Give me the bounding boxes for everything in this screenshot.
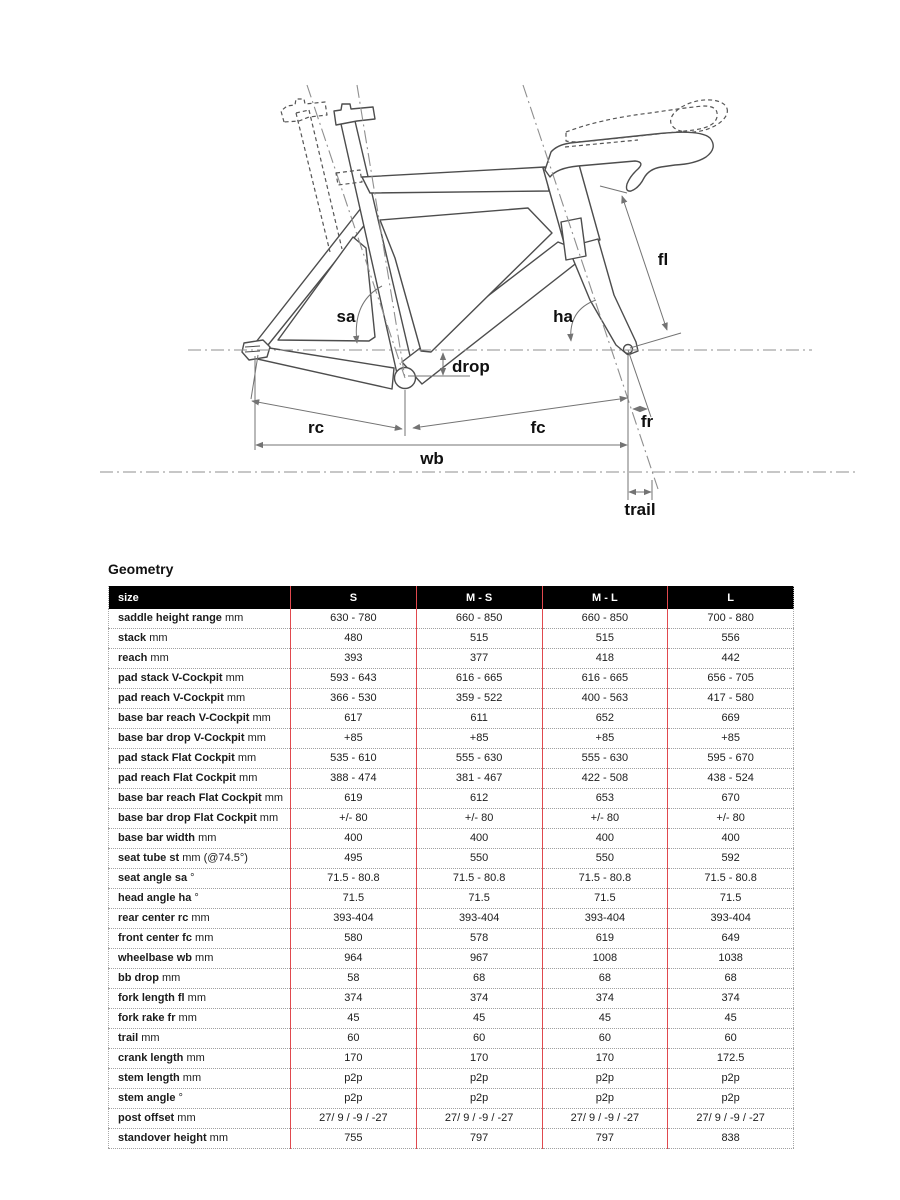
cell-value: 550 <box>542 849 668 869</box>
table-row <box>109 769 794 789</box>
cell-value: 838 <box>668 1129 794 1149</box>
col-header-L: L <box>668 586 794 609</box>
table-row <box>109 689 794 709</box>
ext-fl-top <box>600 186 627 193</box>
table-row <box>109 929 794 949</box>
table-row <box>109 829 794 849</box>
label-fr: fr <box>640 412 654 431</box>
cell-value: 170 <box>542 1049 668 1069</box>
row-label: pad reach Flat Cockpit mm <box>109 769 291 789</box>
cell-value: 967 <box>416 949 542 969</box>
cell-value: 550 <box>416 849 542 869</box>
table-row <box>109 969 794 989</box>
cell-value: 964 <box>291 949 417 969</box>
table-title: Geometry <box>108 561 174 577</box>
cell-value: 45 <box>416 1009 542 1029</box>
cell-value: 388 - 474 <box>291 769 417 789</box>
row-label: pad reach V-Cockpit mm <box>109 689 291 709</box>
cell-value: 170 <box>291 1049 417 1069</box>
row-label: trail mm <box>109 1029 291 1049</box>
cell-value: +85 <box>668 729 794 749</box>
table-row <box>109 1029 794 1049</box>
cell-value: 393-404 <box>668 909 794 929</box>
chainstay <box>253 346 394 389</box>
table-row <box>109 789 794 809</box>
cell-value: 495 <box>291 849 417 869</box>
cell-value: 27/ 9 / -9 / -27 <box>291 1109 417 1129</box>
cell-value: +/- 80 <box>416 809 542 829</box>
row-label: seat tube st mm (@74.5°) <box>109 849 291 869</box>
cell-value: 700 - 880 <box>668 609 794 629</box>
cell-value: 71.5 <box>668 889 794 909</box>
cell-value: 616 - 665 <box>542 669 668 689</box>
table-row <box>109 949 794 969</box>
cell-value: 653 <box>542 789 668 809</box>
cell-value: 393-404 <box>416 909 542 929</box>
cell-value: 755 <box>291 1129 417 1149</box>
cell-value: 595 - 670 <box>668 749 794 769</box>
row-label: saddle height range mm <box>109 609 291 629</box>
cell-value: p2p <box>416 1089 542 1109</box>
front-dropout <box>624 345 633 354</box>
cell-value: 60 <box>542 1029 668 1049</box>
row-label: fork rake fr mm <box>109 1009 291 1029</box>
label-sa: sa <box>336 307 356 326</box>
cell-value: 515 <box>416 629 542 649</box>
cell-value: 71.5 - 80.8 <box>416 869 542 889</box>
alt-seatpost-clamp <box>281 99 327 122</box>
col-header-size: size <box>109 586 291 609</box>
cell-value: 578 <box>416 929 542 949</box>
col-header-MS: M - S <box>416 586 542 609</box>
table-row <box>109 609 794 629</box>
cell-value: 660 - 850 <box>542 609 668 629</box>
cell-value: 669 <box>668 709 794 729</box>
cell-value: 374 <box>668 989 794 1009</box>
col-header-S: S <box>291 586 417 609</box>
cell-value: +85 <box>542 729 668 749</box>
cell-value: 68 <box>542 969 668 989</box>
cell-value: 612 <box>416 789 542 809</box>
cell-value: 172.5 <box>668 1049 794 1069</box>
cell-value: 616 - 665 <box>416 669 542 689</box>
cell-value: p2p <box>542 1069 668 1089</box>
row-label: seat angle sa ° <box>109 869 291 889</box>
cell-value: 1008 <box>542 949 668 969</box>
table-header-row <box>109 586 794 609</box>
cell-value: 45 <box>291 1009 417 1029</box>
cell-value: 617 <box>291 709 417 729</box>
cell-value: 400 - 563 <box>542 689 668 709</box>
cell-value: 366 - 530 <box>291 689 417 709</box>
seatpost-clamp <box>334 104 375 125</box>
cell-value: 400 <box>291 829 417 849</box>
label-ha: ha <box>553 307 573 326</box>
cell-value: 480 <box>291 629 417 649</box>
cell-value: p2p <box>416 1069 542 1089</box>
cell-value: 27/ 9 / -9 / -27 <box>416 1109 542 1129</box>
row-label: standover height mm <box>109 1129 291 1149</box>
cell-value: 1038 <box>668 949 794 969</box>
cell-value: 60 <box>668 1029 794 1049</box>
cell-value: 27/ 9 / -9 / -27 <box>542 1109 668 1129</box>
bike-geometry-diagram <box>0 0 900 548</box>
row-label: base bar drop V-Cockpit mm <box>109 729 291 749</box>
dim-rc <box>252 401 402 429</box>
cell-value: 656 - 705 <box>668 669 794 689</box>
row-label: post offset mm <box>109 1109 291 1129</box>
cell-value: 797 <box>416 1129 542 1149</box>
row-label: pad stack V-Cockpit mm <box>109 669 291 689</box>
cell-value: 555 - 630 <box>542 749 668 769</box>
cell-value: 71.5 - 80.8 <box>668 869 794 889</box>
top-tube <box>362 167 549 193</box>
cell-value: +/- 80 <box>542 809 668 829</box>
table-row <box>109 709 794 729</box>
geometry-table <box>108 586 794 1149</box>
cell-value: 393 <box>291 649 417 669</box>
row-label: stack mm <box>109 629 291 649</box>
table-row <box>109 1049 794 1069</box>
cell-value: 660 - 850 <box>416 609 542 629</box>
table-body <box>109 609 794 1149</box>
cell-value: p2p <box>542 1089 668 1109</box>
cell-value: 611 <box>416 709 542 729</box>
cell-value: p2p <box>291 1069 417 1089</box>
cell-value: 593 - 643 <box>291 669 417 689</box>
cell-value: 422 - 508 <box>542 769 668 789</box>
cell-value: 374 <box>291 989 417 1009</box>
table-row <box>109 989 794 1009</box>
table-row <box>109 809 794 829</box>
cell-value: 418 <box>542 649 668 669</box>
cell-value: 68 <box>668 969 794 989</box>
row-label: base bar drop Flat Cockpit mm <box>109 809 291 829</box>
cell-value: 515 <box>542 629 668 649</box>
cell-value: 359 - 522 <box>416 689 542 709</box>
table-row <box>109 649 794 669</box>
cell-value: +85 <box>416 729 542 749</box>
table-row <box>109 849 794 869</box>
alt-seatpost <box>296 110 342 252</box>
cell-value: 71.5 <box>416 889 542 909</box>
cell-value: +/- 80 <box>668 809 794 829</box>
cell-value: 580 <box>291 929 417 949</box>
cell-value: 619 <box>542 929 668 949</box>
cell-value: 374 <box>542 989 668 1009</box>
cell-value: 393-404 <box>291 909 417 929</box>
cell-value: 438 - 524 <box>668 769 794 789</box>
cell-value: 619 <box>291 789 417 809</box>
row-label: base bar reach Flat Cockpit mm <box>109 789 291 809</box>
table-row <box>109 1009 794 1029</box>
spacer-cutout <box>561 218 586 260</box>
row-label: reach mm <box>109 649 291 669</box>
row-label: rear center rc mm <box>109 909 291 929</box>
cell-value: 670 <box>668 789 794 809</box>
table-row <box>109 889 794 909</box>
cell-value: p2p <box>291 1089 417 1109</box>
cell-value: 45 <box>668 1009 794 1029</box>
cell-value: 374 <box>416 989 542 1009</box>
table-row <box>109 1089 794 1109</box>
cell-value: 71.5 <box>291 889 417 909</box>
table-row <box>109 1129 794 1149</box>
cell-value: 58 <box>291 969 417 989</box>
row-label: stem angle ° <box>109 1089 291 1109</box>
cell-value: 68 <box>416 969 542 989</box>
label-wb: wb <box>420 449 444 468</box>
cell-value: 71.5 - 80.8 <box>542 869 668 889</box>
label-trail: trail <box>624 500 656 519</box>
cell-value: 400 <box>542 829 668 849</box>
row-label: crank length mm <box>109 1049 291 1069</box>
cell-value: 45 <box>542 1009 668 1029</box>
cell-value: 535 - 610 <box>291 749 417 769</box>
ext-fork-offset <box>628 350 651 417</box>
cell-value: p2p <box>668 1089 794 1109</box>
cell-value: +/- 80 <box>291 809 417 829</box>
cell-value: 442 <box>668 649 794 669</box>
cell-value: 170 <box>416 1049 542 1069</box>
arc-head-angle <box>571 300 596 341</box>
cell-value: 377 <box>416 649 542 669</box>
cell-value: 71.5 <box>542 889 668 909</box>
cell-value: +85 <box>291 729 417 749</box>
label-rc: rc <box>307 418 325 437</box>
cell-value: 592 <box>668 849 794 869</box>
row-label: front center fc mm <box>109 929 291 949</box>
label-drop: drop <box>452 357 490 376</box>
table-row <box>109 1109 794 1129</box>
cell-value: p2p <box>668 1069 794 1089</box>
ext-fl-bottom <box>630 333 681 348</box>
row-label: pad stack Flat Cockpit mm <box>109 749 291 769</box>
row-label: base bar width mm <box>109 829 291 849</box>
dim-fc <box>413 398 627 428</box>
cell-value: 400 <box>668 829 794 849</box>
cell-value: 381 - 467 <box>416 769 542 789</box>
row-label: wheelbase wb mm <box>109 949 291 969</box>
cell-value: 60 <box>291 1029 417 1049</box>
cell-value: 630 - 780 <box>291 609 417 629</box>
table-row <box>109 629 794 649</box>
row-label: base bar reach V-Cockpit mm <box>109 709 291 729</box>
cell-value: 652 <box>542 709 668 729</box>
cell-value: 60 <box>416 1029 542 1049</box>
cell-value: 417 - 580 <box>668 689 794 709</box>
cell-value: 797 <box>542 1129 668 1149</box>
table-row <box>109 909 794 929</box>
label-fc: fc <box>530 418 546 437</box>
table-row <box>109 729 794 749</box>
cell-value: 400 <box>416 829 542 849</box>
cell-value: 27/ 9 / -9 / -27 <box>668 1109 794 1129</box>
table-row <box>109 1069 794 1089</box>
cell-value: 393-404 <box>542 909 668 929</box>
cell-value: 649 <box>668 929 794 949</box>
cell-value: 556 <box>668 629 794 649</box>
table-row <box>109 869 794 889</box>
row-label: head angle ha ° <box>109 889 291 909</box>
cell-value: 71.5 - 80.8 <box>291 869 417 889</box>
table-row <box>109 749 794 769</box>
row-label: fork length fl mm <box>109 989 291 1009</box>
cell-value: 555 - 630 <box>416 749 542 769</box>
frame-outline <box>242 104 713 389</box>
col-header-ML: M - L <box>542 586 668 609</box>
row-label: stem length mm <box>109 1069 291 1089</box>
row-label: bb drop mm <box>109 969 291 989</box>
table-row <box>109 669 794 689</box>
aero-pad <box>667 94 731 137</box>
label-fl: fl <box>657 250 669 269</box>
